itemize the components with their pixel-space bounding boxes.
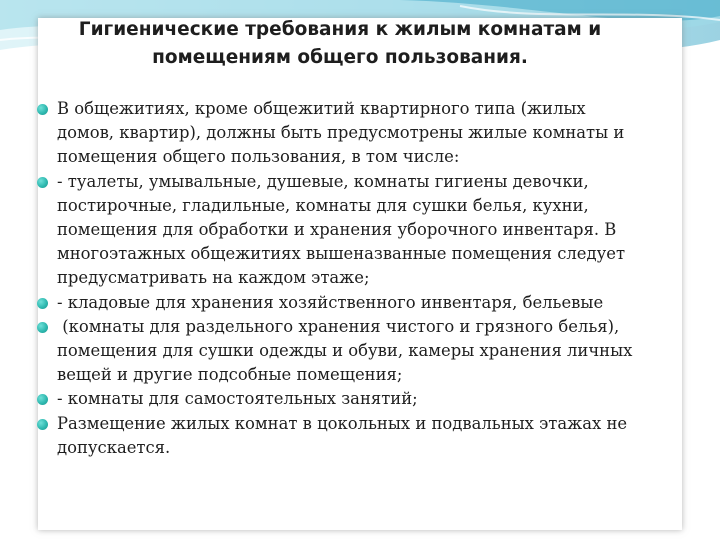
bullet-text-line: многоэтажных общежитиях вышеназванные помещения следует — [57, 244, 626, 264]
bullet-text-line: предусматривать на каждом этаже; — [57, 268, 370, 288]
bullet-text-line: допускается. — [57, 437, 171, 457]
bullet-item — [18, 315, 658, 388]
bullet-dot-icon — [37, 298, 48, 309]
bullet-text-line: (комнаты для раздельного хранения чистого и грязного белья), — [57, 316, 620, 336]
bullet-text-line: Размещение жилых комнат в цокольных и подвальных этажах не — [57, 413, 628, 433]
bullet-dot-icon — [37, 419, 48, 430]
bullet-dot-icon — [37, 177, 48, 188]
slide-title — [0, 16, 680, 72]
bullet-text-line: - кладовые для хранения хозяйственного инвентаря, бельевые — [57, 292, 604, 312]
bullet-item — [18, 291, 658, 315]
title-line-1: Гигиенические требования к жилым комнатам и — [78, 19, 602, 40]
bullet-dot-icon — [37, 104, 48, 115]
bullet-text-line: помещения для сушки одежды и обуви, камеры хранения личных — [57, 341, 633, 361]
bullet-text-line: помещения общего пользования, в том числе: — [57, 147, 460, 167]
bullet-text-line: - комнаты для самостоятельных занятий; — [57, 389, 418, 409]
bullet-text-line: вещей и другие подсобные помещения; — [57, 365, 403, 385]
bullet-item — [18, 97, 658, 170]
bullet-text-line: помещения для обработки и хранения уборочного инвентаря. В — [57, 220, 617, 240]
bullet-item — [18, 387, 658, 411]
bullet-text-line: домов, квартир), должны быть предусмотрены жилые комнаты и — [57, 123, 625, 143]
bullet-text-line: В общежитиях, кроме общежитий квартирного типа (жилых — [57, 99, 586, 118]
bullet-item — [18, 412, 658, 460]
bullet-dot-icon — [37, 322, 48, 333]
bullet-list — [18, 97, 658, 460]
bullet-text-line: - туалеты, умывальные, душевые, комнаты гигиены девочки, — [57, 171, 589, 191]
bullet-item — [18, 170, 658, 291]
title-line-2: помещениям общего пользования. — [152, 47, 528, 68]
bullet-text-line: постирочные, гладильные, комнаты для сушки белья, кухни, — [57, 195, 589, 215]
bullet-dot-icon — [37, 394, 48, 405]
